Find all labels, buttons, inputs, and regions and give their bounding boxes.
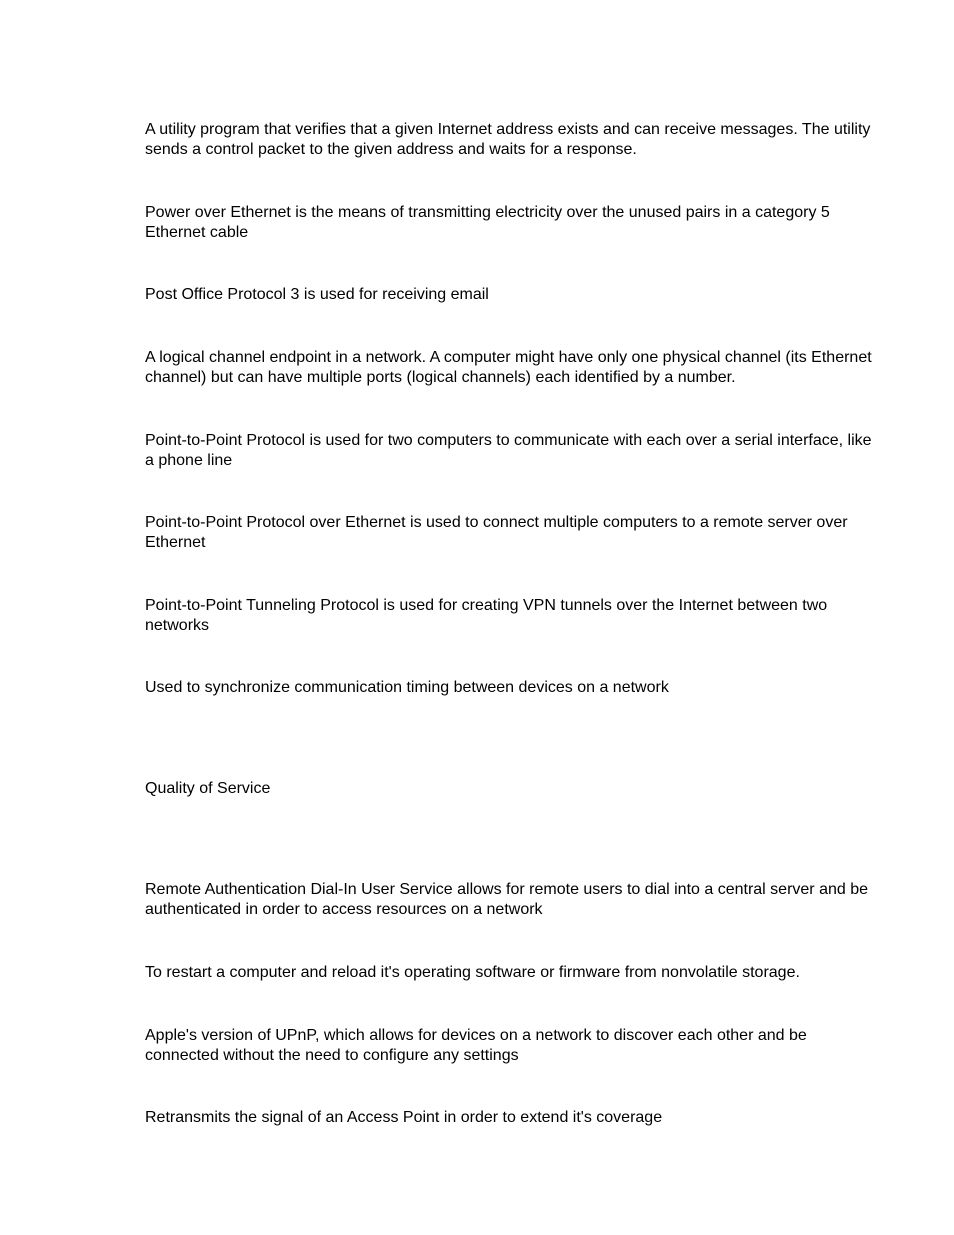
- definition-rendezvous: Apple's version of UPnP, which allows for devices on a network to discover each other and be connected without the need to configure any settings: [145, 1027, 807, 1064]
- definition-poe: Power over Ethernet is the means of transmitting electricity over the unused pairs in a category 5 Ethernet cable: [145, 204, 830, 241]
- definition-radius: Remote Authentication Dial-In User Service allows for remote users to dial into a central server and be authenticated in order to access resources on a network: [145, 881, 869, 918]
- definition-ping: A utility program that verifies that a given Internet address exists and can receive messages. The utility sends a control packet to the given address and waits for a response.: [145, 121, 871, 158]
- definition-ppp: Point-to-Point Protocol is used for two computers to communicate with each over a serial interface, like a phone line: [145, 432, 872, 469]
- definition-qos: Quality of Service: [145, 780, 271, 797]
- definition-reboot: To restart a computer and reload it's operating software or firmware from nonvolatile storage.: [145, 964, 800, 981]
- definition-pppoe: Point-to-Point Protocol over Ethernet is used to connect multiple computers to a remote server over Ethernet: [145, 514, 848, 551]
- definition-port: A logical channel endpoint in a network. A computer might have only one physical channel (its Ethernet channel) but can have multiple ports (logical channels) each identified by a number.: [145, 349, 872, 386]
- definition-pop3: Post Office Protocol 3 is used for receiving email: [145, 286, 489, 303]
- definition-repeater: Retransmits the signal of an Access Point in order to extend it's coverage: [145, 1109, 663, 1126]
- definition-pptp: Point-to-Point Tunneling Protocol is used for creating VPN tunnels over the Internet between two networks: [145, 597, 828, 634]
- definition-ptp: Used to synchronize communication timing between devices on a network: [145, 679, 669, 696]
